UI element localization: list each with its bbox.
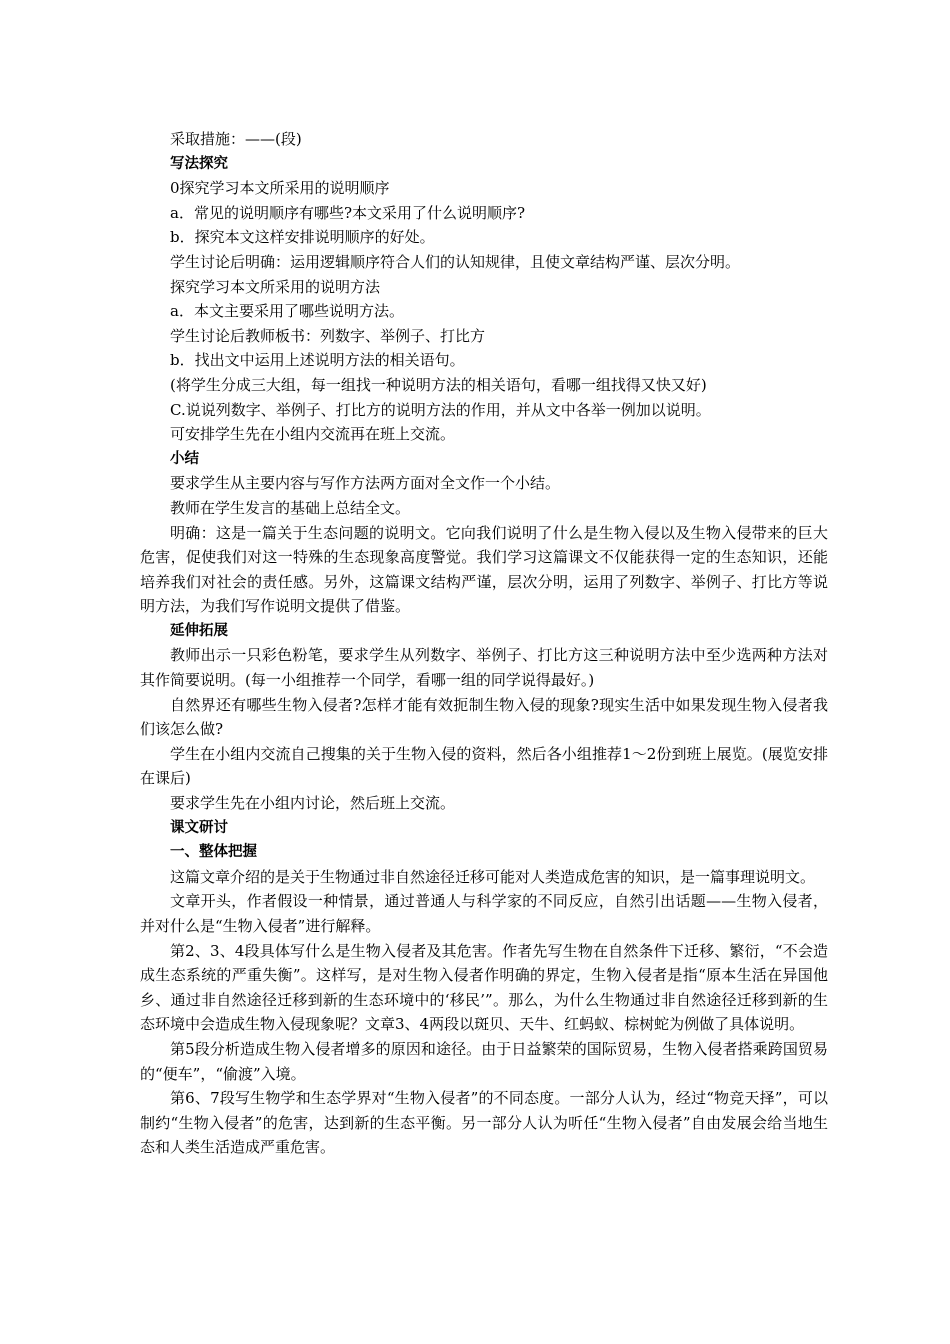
paragraph-board-note: 学生讨论后教师板书：列数字、举例子、打比方 [170, 326, 486, 345]
paragraph-summary-teacher: 教师在学生发言的基础上总结全文。 [170, 498, 411, 517]
paragraph-invader-questions: 自然界还有哪些生物入侵者?怎样才能有效扼制生物入侵的现象?现实生活中如果发现生物入侵者我们该怎么做? [140, 695, 828, 739]
paragraph-order-intro: 0探究学习本文所采用的说明顺序 [170, 179, 390, 198]
paragraph-order-a: a．常见的说明顺序有哪些?本文采用了什么说明顺序? [170, 203, 526, 222]
paragraph-discussion: 要求学生先在小组内讨论，然后班上交流。 [170, 794, 456, 813]
paragraph-method-b: b．找出文中运用上述说明方法的相关语句。 [170, 351, 465, 370]
heading-text-study: 课文研讨 [170, 819, 228, 836]
paragraph-section-5: 第5段分析造成生物入侵者增多的原因和途径。由于日益繁荣的国际贸易，生物入侵者搭乘跨国贸易的“便车”，“偷渡”入境。 [140, 1039, 828, 1083]
paragraph-method-a: a．本文主要采用了哪些说明方法。 [170, 302, 404, 321]
paragraph-exchange: 可安排学生先在小组内交流再在班上交流。 [170, 425, 456, 444]
paragraph-chalk-task: 教师出示一只彩色粉笔，要求学生从列数字、举例子、打比方这三种说明方法中至少选两种方法对其作简要说明。(每一小组推荐一个同学，看哪一组的同学说得最好。) [140, 646, 828, 690]
paragraph-method-c: C.说说列数字、举例子、打比方的说明方法的作用，并从文中各举一例加以说明。 [170, 400, 711, 419]
paragraph-sections-6-7: 第6、7段写生物学和生态学界对“生物入侵者”的不同态度。一部分人认为，经过“物竞天择”，可以制约“生物入侵者”的危害，达到新的生态平衡。另一部分人认为听任“生物入侵者”自由发展会给当地生态和人类生活造成严重危害。 [140, 1089, 828, 1157]
heading-extension: 延伸拓展 [170, 622, 228, 639]
paragraph-sections-2-4: 第2、3、4段具体写什么是生物入侵者及其危害。作者先写生物在自然条件下迁移、繁衍，“不会造成生态系统的严重失衡”。这样写，是对生物入侵者作明确的界定，生物入侵者是指“原本生活在异国他乡、通过非自然途径迁移到新的生态环境中的‘移民’”。那么，为什么生物通过非自然途径迁移到新的生态环境中会造成生物入侵现象呢？文章3、4两段以斑贝、天牛、红蚂蚁、棕树蛇为例做了具体说明。 [140, 941, 828, 1034]
paragraph-order-b: b．探究本文这样安排说明顺序的好处。 [170, 228, 435, 247]
heading-writing-method: 写法探究 [170, 155, 228, 172]
heading-overall-grasp: 一、整体把握 [170, 844, 257, 861]
paragraph-summary-clarify: 明确：这是一篇关于生态问题的说明文。它向我们说明了什么是生物入侵以及生物入侵带来的巨大危害，促使我们对这一特殊的生态现象高度警觉。我们学习这篇课文不仅能获得一定的生态知识，还能培养我们对社会的责任感。另外，这篇课文结构严谨，层次分明，运用了列数字、举例子、打比方等说明方法，为我们写作说明文提供了借鉴。 [140, 523, 828, 616]
paragraph-method-intro: 探究学习本文所采用的说明方法 [170, 277, 381, 296]
document-body [140, 127, 828, 1160]
paragraph-summary-task: 要求学生从主要内容与写作方法两方面对全文作一个小结。 [170, 474, 561, 493]
paragraph-order-answer: 学生讨论后明确：运用逻辑顺序符合人们的认知规律，且使文章结构严谨、层次分明。 [170, 252, 741, 271]
paragraph-article-intro: 这篇文章介绍的是关于生物通过非自然途径迁移可能对人类造成危害的知识，是一篇事理说明文。 [170, 867, 816, 886]
paragraph-measures: 采取措施：——(段) [170, 130, 302, 148]
heading-summary: 小结 [170, 450, 199, 467]
paragraph-group-note: (将学生分成三大组，每一组找一种说明方法的相关语句，看哪一组找得又快又好) [170, 375, 707, 394]
paragraph-exhibition: 学生在小组内交流自己搜集的关于生物入侵的资料，然后各小组推荐1～2份到班上展览。(展览安排在课后) [140, 744, 828, 788]
paragraph-opening: 文章开头，作者假设一种情景，通过普通人与科学家的不同反应，自然引出话题——生物入侵者，并对什么是“生物入侵者”进行解释。 [140, 892, 828, 935]
